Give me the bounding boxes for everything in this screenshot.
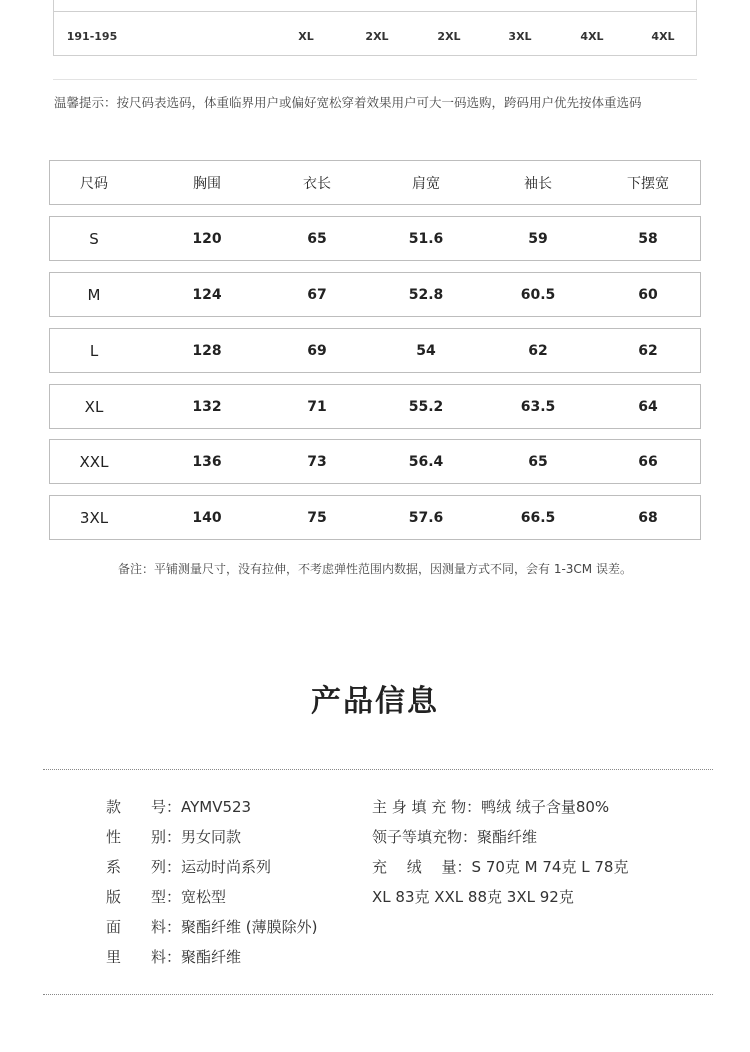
size-cell: S [89,229,99,248]
info-fabric: 面 料：聚酯纤维 (薄膜除外) [106,918,318,936]
value-cell: 52.8 [408,286,444,303]
table-divider [54,11,696,12]
info-fill-weight: 充 绒 量：S 70克 M 74克 L 78克 [372,858,629,876]
header-shoulder: 肩宽 [412,175,440,192]
size-cell: 2XL [365,30,389,43]
value-cell: 140 [192,509,222,526]
value-cell: 66 [638,453,658,470]
size-cell: XL [84,397,104,416]
value-cell: 57.6 [408,509,444,526]
value-cell: 60 [638,286,658,303]
value-cell: 59 [528,230,548,247]
value-cell: 67 [307,286,327,303]
value-cell: 128 [192,342,222,359]
table-row [49,439,701,484]
size-cell: M [87,285,101,304]
value-cell: 66.5 [520,509,556,526]
value-cell: 75 [307,509,327,526]
info-main-filling: 主 身 填 充 物：鸭绒 绒子含量80% [372,798,610,816]
value-cell: 71 [307,398,327,415]
value-cell: 65 [307,230,327,247]
value-cell: 56.4 [408,453,444,470]
header-chest: 胸围 [193,175,221,192]
table-row [49,384,701,429]
size-tip: 温馨提示：按尺码表选码，体重临界用户或偏好宽松穿着效果用户可大一码选购，跨码用户优先按体重选码 [54,95,642,110]
value-cell: 62 [528,342,548,359]
header-length: 衣长 [303,175,331,192]
value-cell: 136 [192,453,222,470]
value-cell: 62 [638,342,658,359]
size-cell: 2XL [437,30,461,43]
size-cell: L [89,341,99,360]
value-cell: 69 [307,342,327,359]
dotted-divider [43,769,713,770]
value-cell: 68 [638,509,658,526]
value-cell: 51.6 [408,230,444,247]
info-gender: 性 别：男女同款 [106,828,242,846]
info-series: 系 列：运动时尚系列 [106,858,272,876]
value-cell: 132 [192,398,222,415]
table-row [54,30,696,50]
table-row [49,328,701,373]
info-fit: 版 型：宽松型 [106,888,227,906]
size-table-header [49,160,701,205]
size-cell: XXL [79,452,109,471]
table-row [49,495,701,540]
divider [53,79,697,80]
value-cell: 54 [416,342,436,359]
size-cell: 3XL [79,508,109,527]
info-collar-filling: 领子等填充物：聚酯纤维 [372,828,538,846]
size-cell: 4XL [580,30,604,43]
value-cell: 63.5 [520,398,556,415]
table-row [49,272,701,317]
weight-range: 191-195 [66,30,118,43]
size-cell: XL [298,30,314,43]
value-cell: 64 [638,398,658,415]
header-sleeve: 袖长 [524,175,552,192]
info-style-no: 款 号：AYMV523 [106,798,252,816]
value-cell: 73 [307,453,327,470]
value-cell: 120 [192,230,222,247]
value-cell: 60.5 [520,286,556,303]
size-cell: 3XL [508,30,532,43]
section-title: 产品信息 [311,684,439,719]
size-cell: 4XL [651,30,675,43]
weight-size-table [53,0,697,56]
value-cell: 65 [528,453,548,470]
info-fill-weight-cont: XL 83克 XXL 88克 3XL 92克 [372,888,574,906]
value-cell: 58 [638,230,658,247]
info-lining: 里 料：聚酯纤维 [106,948,242,966]
value-cell: 124 [192,286,222,303]
header-hem: 下摆宽 [627,175,669,192]
dotted-divider [43,994,713,995]
table-row [49,216,701,261]
header-size: 尺码 [80,175,108,192]
value-cell: 55.2 [408,398,444,415]
measurement-note: 备注：平铺测量尺寸，没有拉伸，不考虑弹性范围内数据，因测量方式不同，会有 1-3CM 误差。 [118,562,632,576]
